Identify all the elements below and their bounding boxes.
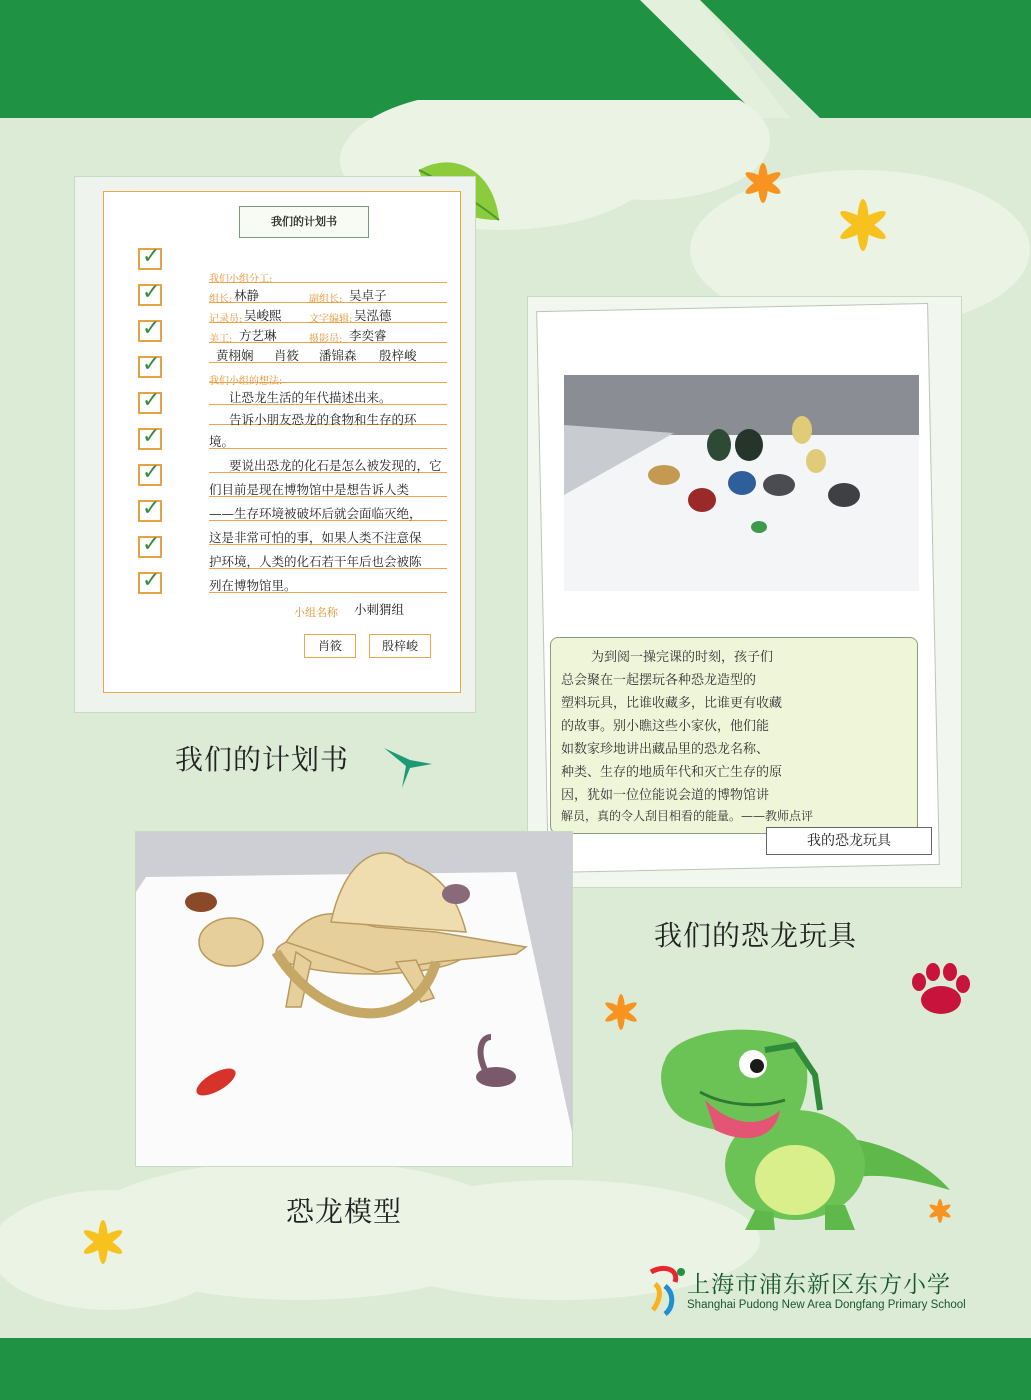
note-line: 总会聚在一起摆玩各种恐龙造型的 [561,673,757,688]
school-logo-icon [645,1264,685,1316]
plan-title: 我们的计划书 [239,206,369,238]
idea-line: 这是非常可怕的事，如果人类不注意保 [209,530,422,545]
note-line: 的故事。别小瞧这些小家伙，他们能 [561,719,770,734]
bottom-banner [0,1338,1031,1400]
plan-sheet [103,191,461,693]
note-line: 解员，真的令人刮目相看的能量。——教师点评 [561,809,814,823]
note-line: 如数家珍地讲出藏品里的恐龙名称、 [561,742,770,757]
signer-box: 肖筱 [304,634,356,658]
section-label: 我们小组分工: [209,274,273,285]
idea-line: 境。 [209,434,235,449]
checkbox-icon [138,464,162,486]
dinosaur-mascot [645,1020,955,1235]
signer-box: 殷梓峻 [369,634,431,658]
member-name: 吴泓德 [354,308,392,323]
member-name: 方艺琳 [239,328,277,343]
section-label: 我们小组的想法: [209,376,283,387]
member-name: 林静 [234,288,260,303]
idea-line: 们目前是现在博物馆中是想告诉人类 [209,482,410,497]
dinosaur-model-photo [136,832,572,1166]
group-name-label: 小组名称 [294,606,338,619]
member-name: 殷梓峻 [379,348,417,363]
member-name: 肖筱 [274,348,300,363]
checkbox-icon [138,356,162,378]
member-name: 黄栩娴 [216,348,254,363]
idea-line: 护环境，人类的化石若干年后也会被陈 [209,554,422,569]
idea-line: 让恐龙生活的年代描述出来。 [229,390,392,405]
checkbox-icon [138,428,162,450]
idea-line: 列在博物馆里。 [209,578,297,593]
asterisk-icon [75,1214,131,1270]
dinosaur-toys-photo [564,375,919,591]
idea-line: 要说出恐龙的化石是怎么被发现的，它 [229,458,442,473]
checkbox-icon [138,536,162,558]
member-name: 吴卓子 [349,288,387,303]
note-line: 为到阅一操完课的时刻，孩子们 [591,650,774,665]
member-name: 李奕睿 [349,328,387,343]
role-label: 美工: [209,334,233,345]
school-name-cn: 上海市浦东新区东方小学 [687,1272,951,1298]
member-name: 吴峻熙 [244,308,282,323]
idea-line: ——生存环境被破坏后就会面临灭绝， [209,506,422,521]
checkbox-icon [138,248,162,270]
asterisk-icon [598,990,644,1034]
member-name: 潘锦森 [319,348,357,363]
caption-toys: 我们的恐龙玩具 [654,919,858,952]
caption-model: 恐龙模型 [286,1195,403,1228]
checkbox-icon [138,500,162,522]
asterisk-icon [735,158,791,208]
checkbox-icon [138,392,162,414]
toys-label: 我的恐龙玩具 [766,827,932,855]
role-label: 记录员: [209,314,243,325]
checkbox-icon [138,320,162,342]
note-line: 塑料玩具，比谁收藏多，比谁更有收藏 [561,696,783,711]
plan-sheet-photo [75,177,475,712]
role-label: 组长: [209,294,233,305]
school-name-en: Shanghai Pudong New Area Dongfang Primary School [687,1299,966,1311]
teacher-note [550,637,918,834]
role-label: 摄影员: [309,334,343,345]
asterisk-icon [830,192,896,258]
checkbox-icon [138,284,162,306]
note-line: 种类、生存的地质年代和灭亡生存的原 [561,765,783,780]
role-label: 文字编辑: [309,314,353,325]
idea-line: 告诉小朋友恐龙的食物和生存的环 [229,412,417,427]
caption-plan: 我们的计划书 [175,743,350,776]
role-label: 副组长: [309,294,343,305]
toys-page-photo [528,297,961,887]
paw-print-icon [905,962,975,1018]
checkbox-icon [138,572,162,594]
note-line: 因，犹如一位位能说会道的博物馆讲 [561,788,770,803]
bird-footprint-icon [380,740,436,792]
group-name: 小刺猬组 [354,602,405,617]
